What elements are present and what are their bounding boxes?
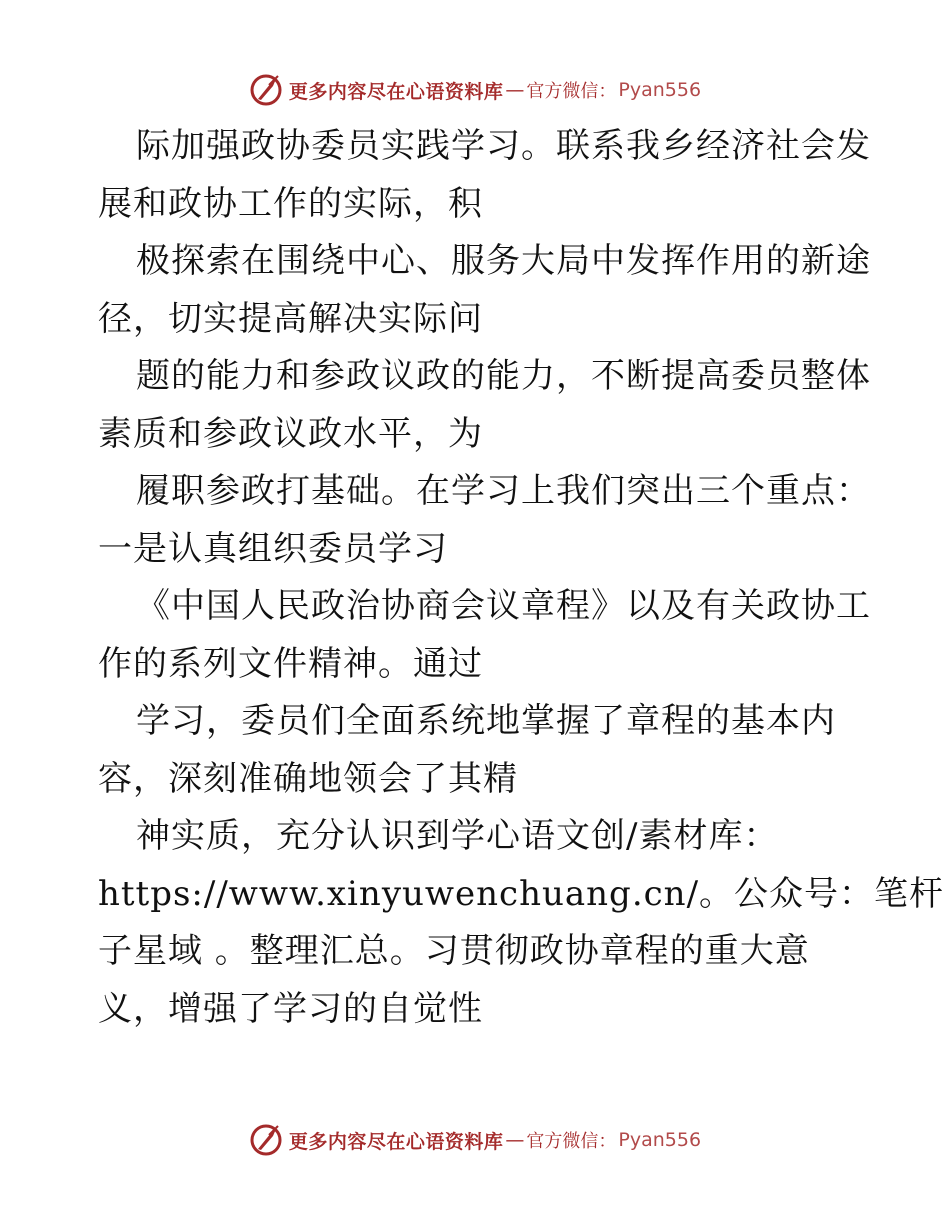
banner-wechat-id: Pyan556 — [618, 79, 702, 101]
text-line-7: 履职参政打基础。在学习上我们突出三个重点： — [136, 471, 871, 511]
text-line-3: 极探索在围绕中心、服务大局中发挥作用的新途 — [136, 241, 871, 281]
footer-banner — [0, 1120, 950, 1160]
banner-separator: — — [505, 1129, 525, 1151]
text-line-6: 素质和参政议政水平，为 — [98, 413, 483, 454]
banner-text: 更多内容尽在心语资料库 — [288, 1130, 504, 1153]
header-banner — [0, 70, 950, 110]
text-line-4: 径，切实提高解决实际问 — [98, 298, 483, 339]
quill-pen-logo-icon — [249, 73, 283, 107]
banner-text: 更多内容尽在心语资料库 — [288, 80, 504, 103]
text-line-11: 学习，委员们全面系统地掌握了章程的基本内 — [136, 701, 836, 741]
text-line-8: 一是认真组织委员学习 — [98, 528, 448, 569]
banner-separator: — — [505, 79, 525, 101]
text-line-10: 作的系列文件精神。通过 — [98, 643, 483, 684]
text-line-14: https://www.xinyuwenchuang.cn/。公众号：笔杆 — [98, 873, 945, 914]
text-line-16: 义，增强了学习的自觉性 — [98, 988, 483, 1029]
banner-label: 官方微信： — [526, 1131, 617, 1152]
document-body — [98, 118, 945, 1038]
text-line-12: 容，深刻准确地领会了其精 — [98, 758, 518, 799]
banner-label: 官方微信： — [526, 81, 617, 102]
text-line-2: 展和政协工作的实际，积 — [98, 183, 483, 224]
text-line-15: 子星域 。整理汇总。习贯彻政协章程的重大意 — [98, 931, 810, 971]
text-line-5: 题的能力和参政议政的能力，不断提高委员整体 — [136, 356, 871, 396]
text-line-13: 神实质，充分认识到学心语文创/素材库： — [136, 816, 779, 856]
text-line-1: 际加强政协委员实践学习。联系我乡经济社会发 — [136, 126, 871, 166]
banner-wechat-id: Pyan556 — [618, 1129, 702, 1151]
text-line-9: 《中国人民政治协商会议章程》以及有关政协工 — [136, 586, 871, 626]
quill-pen-logo-icon — [249, 1123, 283, 1157]
